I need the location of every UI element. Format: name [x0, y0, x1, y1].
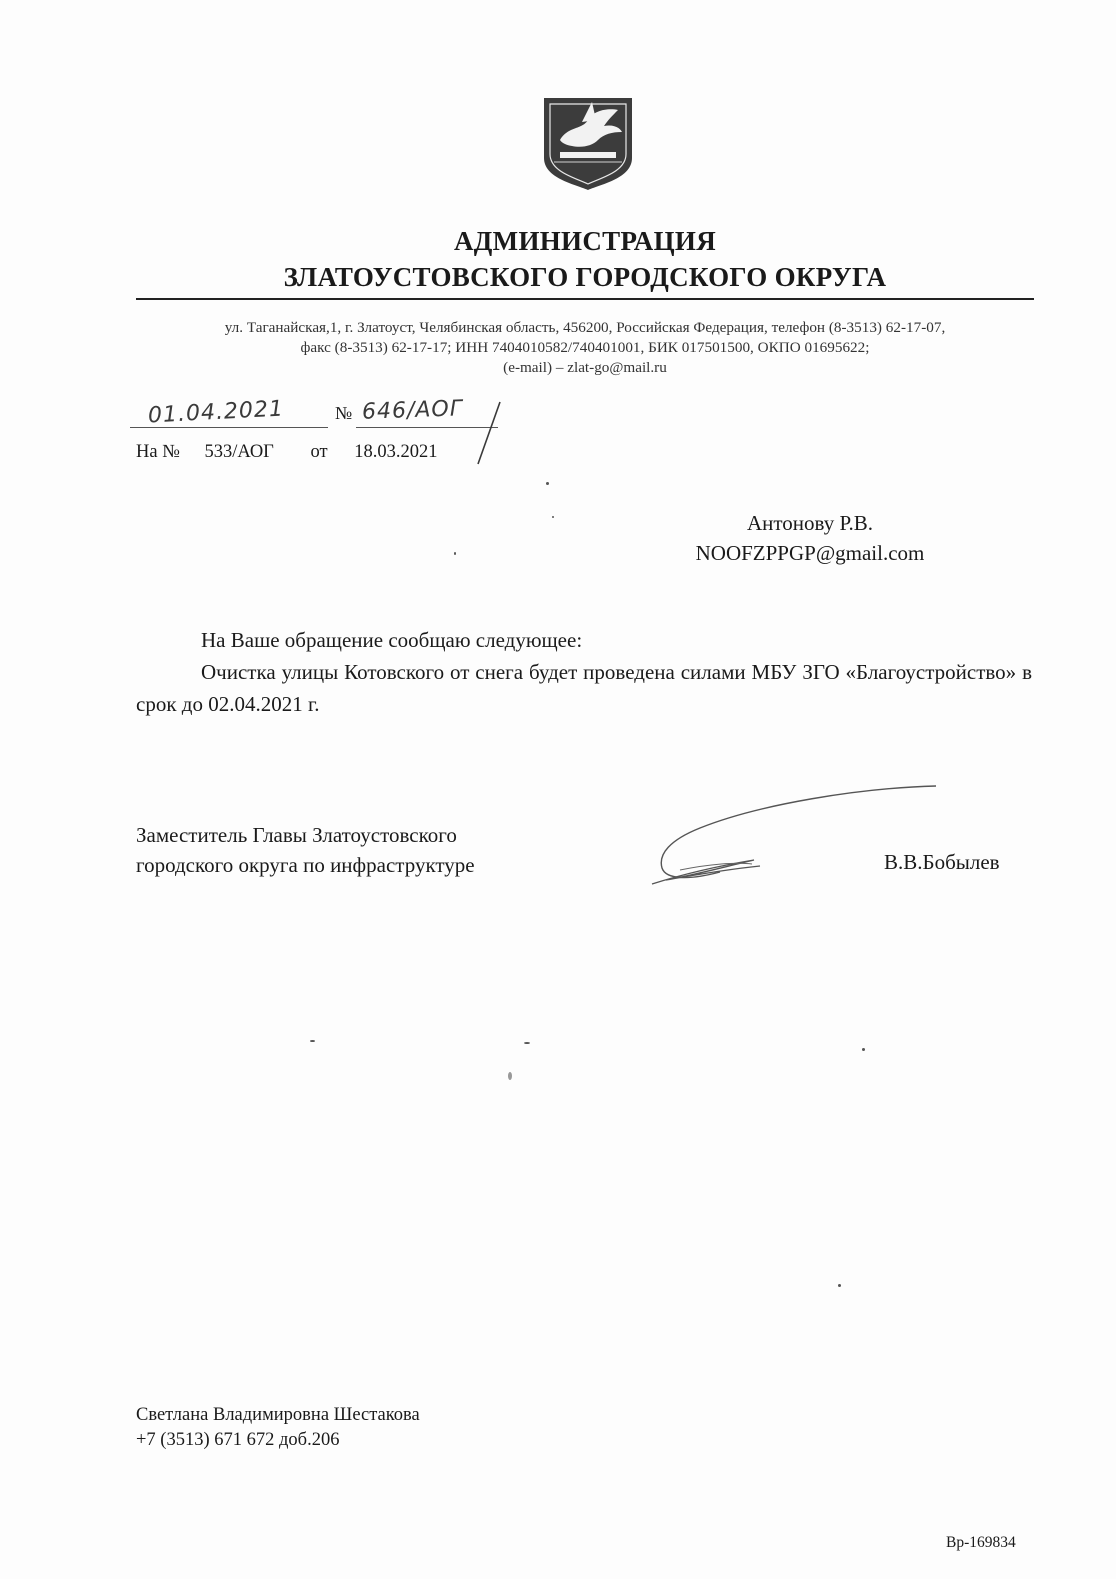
- scan-speck: [546, 482, 549, 485]
- header-divider: [136, 298, 1034, 300]
- signatory-position-line2: городского округа по инфраструктуре: [136, 853, 475, 877]
- reference-date: 18.03.2021: [354, 442, 438, 462]
- signatory-position-line1: Заместитель Главы Златоустовского: [136, 823, 457, 847]
- document-code: Вр-169834: [946, 1534, 1016, 1551]
- scan-speck: [524, 1042, 530, 1044]
- scan-speck: [838, 1284, 841, 1287]
- addressee-name: Антонову Р.В.: [746, 511, 874, 535]
- outgoing-number: 646/АОГ: [361, 396, 464, 425]
- outgoing-date: 01.04.2021: [147, 396, 285, 429]
- reference-from: от: [310, 442, 328, 462]
- scan-speck: [310, 1040, 315, 1042]
- executor-block: [136, 1403, 420, 1453]
- org-title-line2: ЗЛАТОУСТОВСКОГО ГОРОДСКОГО ОКРУГА: [283, 262, 887, 292]
- scan-speck: [454, 552, 456, 555]
- body-paragraph-main: Очистка улицы Котовского от снега будет проведена силами МБУ ЗГО «Благоустройство» в срок до 02.04.2021 г.: [136, 660, 1032, 716]
- handwritten-signature-icon: [640, 776, 950, 896]
- handwritten-slash-icon: [470, 398, 510, 468]
- body-paragraph-intro: На Ваше обращение сообщаю следующее:: [201, 628, 583, 652]
- reference-prefix: На №: [136, 442, 180, 462]
- reference-number: 533/АОГ: [204, 442, 274, 462]
- requisites-email: (e-mail) – zlat-go@mail.ru: [503, 359, 667, 376]
- requisites-address: ул. Таганайская,1, г. Златоуст, Челябинская область, 456200, Российская Федерация, телефон (8-3513) 62-17-07,: [224, 319, 946, 336]
- executor-name: Светлана Владимировна Шестакова: [136, 1405, 420, 1425]
- addressee-email: NOOFZPPGP@gmail.com: [695, 541, 925, 565]
- number-sign: №: [335, 403, 353, 423]
- executor-phone: +7 (3513) 671 672 доб.206: [136, 1430, 340, 1450]
- outgoing-registration: [130, 396, 590, 432]
- scan-speck: [552, 516, 554, 518]
- letter-body: [136, 624, 1032, 720]
- scan-speck: [508, 1072, 512, 1080]
- requisites-codes: факс (8-3513) 62-17-17; ИНН 7404010582/740401001, БИК 017501500, ОКПО 01695622;: [300, 339, 870, 356]
- incoming-reference: [136, 442, 437, 463]
- scan-speck: [862, 1048, 865, 1051]
- signatory-name: В.В.Бобылев: [884, 850, 1000, 874]
- org-requisites: [130, 318, 1040, 378]
- org-title-line1: АДМИНИСТРАЦИЯ: [453, 226, 716, 256]
- addressee-block: [660, 508, 960, 568]
- coat-of-arms-icon: [542, 96, 634, 192]
- signatory-position: [136, 820, 475, 880]
